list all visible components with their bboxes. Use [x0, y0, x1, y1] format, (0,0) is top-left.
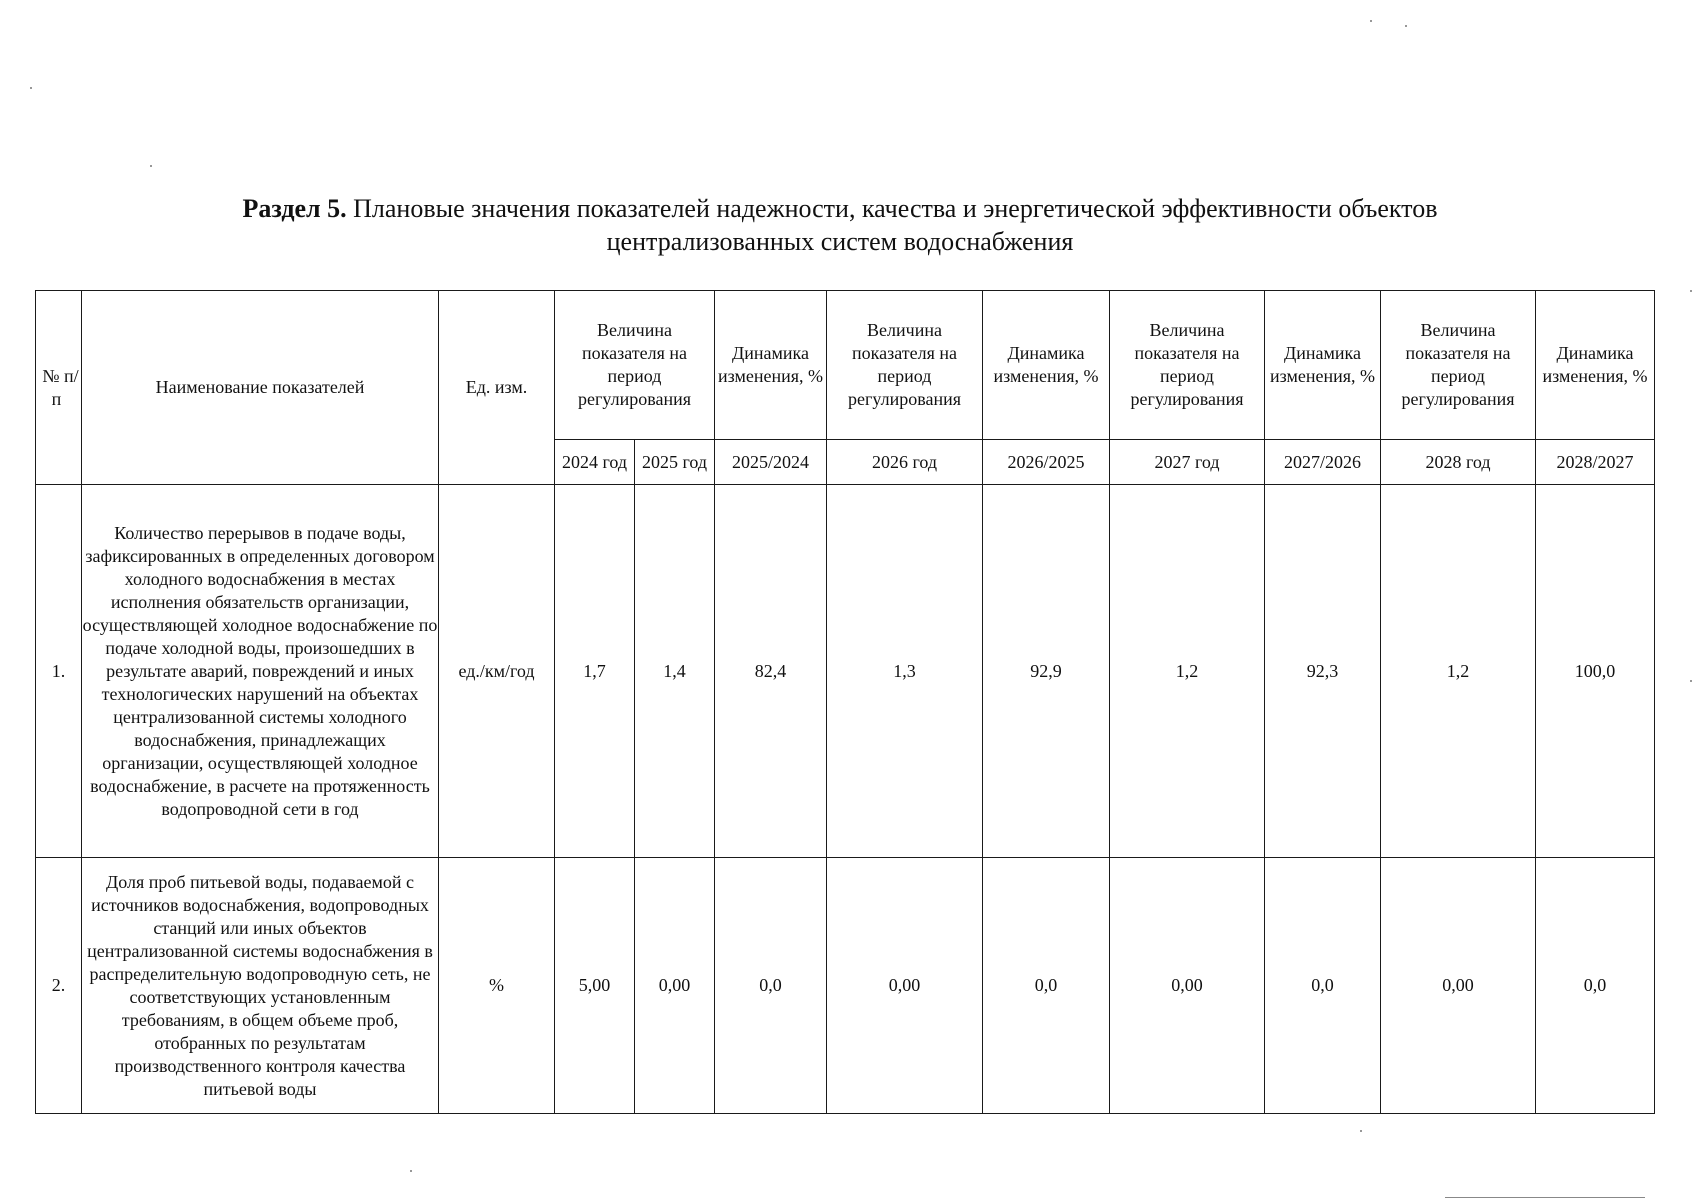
scan-edge-line — [1445, 1197, 1645, 1198]
indicator-name: Доля проб питьевой воды, подаваемой с источников водоснабжения, водопроводных станций или иных объектов централизованной системы водоснабжения в распределительную водопроводную сеть, не соответствующих установленным требованиям, в общем объеме проб, отобранных по результатам производственного контроля качества питьевой воды — [82, 858, 439, 1114]
subheader-2024: 2024 год — [555, 440, 635, 485]
header-name: Наименование показателей — [82, 291, 439, 485]
value-2024: 1,7 — [555, 485, 635, 858]
header-dynamics-2026: Динамика изменения, % — [983, 291, 1110, 440]
value-2024: 5,00 — [555, 858, 635, 1114]
indicator-unit: ед./км/год — [439, 485, 555, 858]
section-number: Раздел 5. — [242, 194, 347, 223]
value-2026: 0,00 — [827, 858, 983, 1114]
value-2027: 1,2 — [1110, 485, 1265, 858]
subheader-2027: 2027 год — [1110, 440, 1265, 485]
subheader-2027-2026: 2027/2026 — [1265, 440, 1381, 485]
table-header-row — [36, 291, 1655, 440]
header-dynamics-2027: Динамика изменения, % — [1265, 291, 1381, 440]
row-number: 2. — [36, 858, 82, 1114]
header-unit: Ед. изм. — [439, 291, 555, 485]
dynamics-2027-2026: 0,0 — [1265, 858, 1381, 1114]
value-2026: 1,3 — [827, 485, 983, 858]
value-2025: 1,4 — [635, 485, 715, 858]
header-value-period-2026: Величина показателя на период регулирования — [827, 291, 983, 440]
dynamics-2025-2024: 0,0 — [715, 858, 827, 1114]
header-num: № п/п — [36, 291, 82, 485]
subheader-2026: 2026 год — [827, 440, 983, 485]
subheader-2028-2027: 2028/2027 — [1536, 440, 1655, 485]
scan-speck — [1690, 680, 1692, 682]
scan-speck — [1405, 25, 1407, 27]
indicator-name: Количество перерывов в подаче воды, зафиксированных в определенных договором холодного водоснабжения в местах исполнения обязательств организации, осуществляющей холодное водоснабжение по подаче холодной воды, произошедших в результате аварий, повреждений и иных технологических нарушений на объектах централизованной системы холодного водоснабжения, принадлежащих организации, осуществляющей холодное водоснабжение, в расчете на протяженность водопроводной сети в год — [82, 485, 439, 858]
header-dynamics-2025: Динамика изменения, % — [715, 291, 827, 440]
subheader-2025-2024: 2025/2024 — [715, 440, 827, 485]
value-2025: 0,00 — [635, 858, 715, 1114]
header-value-period-2028: Величина показателя на период регулирования — [1381, 291, 1536, 440]
dynamics-2027-2026: 92,3 — [1265, 485, 1381, 858]
indicators-table — [35, 290, 1655, 1114]
dynamics-2028-2027: 0,0 — [1536, 858, 1655, 1114]
header-value-period-2027: Величина показателя на период регулирования — [1110, 291, 1265, 440]
dynamics-2026-2025: 92,9 — [983, 485, 1110, 858]
section-title — [120, 192, 1560, 258]
section-title-text: Плановые значения показателей надежности, качества и энергетической эффективности объектов — [353, 194, 1438, 223]
scan-speck — [1360, 1130, 1362, 1132]
header-value-period-2024-2025: Величина показателя на период регулирования — [555, 291, 715, 440]
header-dynamics-2028: Динамика изменения, % — [1536, 291, 1655, 440]
table-row — [36, 858, 1655, 1114]
scan-speck — [1690, 290, 1692, 292]
subheader-2025: 2025 год — [635, 440, 715, 485]
scan-speck — [410, 1170, 412, 1172]
section-title-line-2: централизованных систем водоснабжения — [606, 227, 1074, 256]
value-2028: 0,00 — [1381, 858, 1536, 1114]
scan-speck — [150, 165, 152, 167]
row-number: 1. — [36, 485, 82, 858]
table-row — [36, 485, 1655, 858]
indicator-unit: % — [439, 858, 555, 1114]
subheader-2028: 2028 год — [1381, 440, 1536, 485]
dynamics-2026-2025: 0,0 — [983, 858, 1110, 1114]
scan-speck — [1370, 20, 1372, 22]
scan-speck — [30, 87, 32, 89]
dynamics-2028-2027: 100,0 — [1536, 485, 1655, 858]
value-2028: 1,2 — [1381, 485, 1536, 858]
value-2027: 0,00 — [1110, 858, 1265, 1114]
section-title-line-1 — [120, 192, 1560, 225]
subheader-2026-2025: 2026/2025 — [983, 440, 1110, 485]
dynamics-2025-2024: 82,4 — [715, 485, 827, 858]
